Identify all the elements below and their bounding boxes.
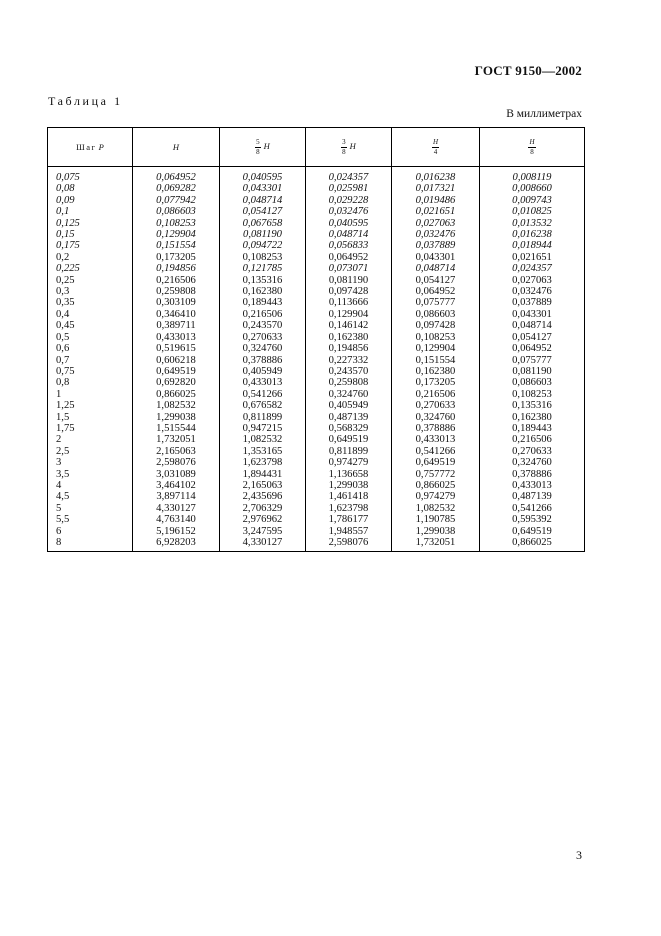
cell-5-8-h: 0,121785 <box>220 263 306 274</box>
cell-h: 1,732051 <box>133 434 220 445</box>
cell-3-8-h: 1,623798 <box>306 503 392 514</box>
cell-5-8-h: 1,623798 <box>220 457 306 468</box>
cell-3-8-h: 0,811899 <box>306 446 392 457</box>
cell-h-8: 0,324760 <box>480 457 585 468</box>
cell-5-8-h: 0,676582 <box>220 400 306 411</box>
cell-step: 2 <box>48 434 133 445</box>
fraction-numerator: H <box>432 137 439 146</box>
cell-h-8: 0,008660 <box>480 183 585 194</box>
cell-step: 0,8 <box>48 377 133 388</box>
cell-h: 0,389711 <box>133 320 220 331</box>
cell-3-8-h: 0,025981 <box>306 183 392 194</box>
cell-h: 0,077942 <box>133 195 220 206</box>
cell-h-4: 0,048714 <box>392 263 480 274</box>
cell-step: 1,25 <box>48 400 133 411</box>
cell-h: 0,866025 <box>133 389 220 400</box>
cell-step: 0,09 <box>48 195 133 206</box>
cell-h: 1,082532 <box>133 400 220 411</box>
cell-h-4: 0,064952 <box>392 286 480 297</box>
header-h-4 <box>392 128 480 167</box>
cell-h-4: 0,037889 <box>392 240 480 251</box>
cell-h: 1,515544 <box>133 423 220 434</box>
table-row <box>48 355 585 366</box>
cell-h: 3,897114 <box>133 491 220 502</box>
cell-h-8: 0,048714 <box>480 320 585 331</box>
cell-h-8: 0,866025 <box>480 537 585 552</box>
cell-h-8: 0,018944 <box>480 240 585 251</box>
cell-h-4: 0,054127 <box>392 275 480 286</box>
cell-h: 0,433013 <box>133 332 220 343</box>
cell-3-8-h: 0,259808 <box>306 377 392 388</box>
cell-step: 0,175 <box>48 240 133 251</box>
cell-h: 0,108253 <box>133 218 220 229</box>
cell-h-4: 0,974279 <box>392 491 480 502</box>
cell-h-8: 0,216506 <box>480 434 585 445</box>
table-row <box>48 183 585 194</box>
cell-step: 0,075 <box>48 167 133 184</box>
cell-h-4: 0,017321 <box>392 183 480 194</box>
cell-h-8: 0,086603 <box>480 377 585 388</box>
table-body <box>48 167 585 552</box>
table-row <box>48 503 585 514</box>
cell-step: 0,4 <box>48 309 133 320</box>
table-row <box>48 252 585 263</box>
cell-h: 2,165063 <box>133 446 220 457</box>
cell-h-8: 0,008119 <box>480 167 585 184</box>
cell-5-8-h: 4,330127 <box>220 537 306 552</box>
cell-3-8-h: 0,081190 <box>306 275 392 286</box>
table-row <box>48 229 585 240</box>
cell-5-8-h: 2,976962 <box>220 514 306 525</box>
cell-h-8: 0,021651 <box>480 252 585 263</box>
cell-3-8-h: 0,405949 <box>306 400 392 411</box>
cell-h-8: 0,027063 <box>480 275 585 286</box>
cell-step: 3,5 <box>48 469 133 480</box>
fraction-numerator: 3 <box>342 137 346 146</box>
cell-step: 0,35 <box>48 297 133 308</box>
cell-h: 0,129904 <box>133 229 220 240</box>
table-row <box>48 263 585 274</box>
cell-h: 0,303109 <box>133 297 220 308</box>
cell-step: 0,08 <box>48 183 133 194</box>
cell-step: 1,5 <box>48 412 133 423</box>
table-row <box>48 446 585 457</box>
cell-h-8: 0,162380 <box>480 412 585 423</box>
cell-5-8-h: 0,048714 <box>220 195 306 206</box>
cell-h: 0,151554 <box>133 240 220 251</box>
units-note: В миллиметрах <box>506 108 582 120</box>
cell-3-8-h: 0,032476 <box>306 206 392 217</box>
cell-h-4: 0,097428 <box>392 320 480 331</box>
cell-3-8-h: 0,073071 <box>306 263 392 274</box>
cell-h-8: 0,010825 <box>480 206 585 217</box>
header-step-symbol: P <box>98 142 104 152</box>
cell-5-8-h: 2,435696 <box>220 491 306 502</box>
fraction-denominator: 4 <box>433 147 438 156</box>
cell-3-8-h: 0,324760 <box>306 389 392 400</box>
cell-3-8-h: 1,136658 <box>306 469 392 480</box>
cell-h-4: 0,021651 <box>392 206 480 217</box>
cell-5-8-h: 1,353165 <box>220 446 306 457</box>
cell-h-4: 0,108253 <box>392 332 480 343</box>
cell-5-8-h: 0,947215 <box>220 423 306 434</box>
cell-3-8-h: 0,146142 <box>306 320 392 331</box>
cell-3-8-h: 1,461418 <box>306 491 392 502</box>
cell-step: 1 <box>48 389 133 400</box>
cell-step: 5,5 <box>48 514 133 525</box>
cell-h-8: 0,189443 <box>480 423 585 434</box>
cell-step: 4 <box>48 480 133 491</box>
cell-h-8: 0,270633 <box>480 446 585 457</box>
standard-designation: ГОСТ 9150—2002 <box>474 63 582 78</box>
fraction-denominator: 8 <box>256 147 260 156</box>
cell-step: 4,5 <box>48 491 133 502</box>
cell-step: 0,45 <box>48 320 133 331</box>
cell-h-8: 0,649519 <box>480 526 585 537</box>
cell-h-4: 0,151554 <box>392 355 480 366</box>
cell-h-4: 0,173205 <box>392 377 480 388</box>
table-row <box>48 167 585 184</box>
cell-h: 0,606218 <box>133 355 220 366</box>
cell-h-4: 0,757772 <box>392 469 480 480</box>
cell-5-8-h: 0,405949 <box>220 366 306 377</box>
cell-step: 0,25 <box>48 275 133 286</box>
cell-h: 4,330127 <box>133 503 220 514</box>
table-header-row <box>48 128 585 167</box>
cell-h-4: 0,216506 <box>392 389 480 400</box>
cell-h-8: 0,595392 <box>480 514 585 525</box>
cell-step: 0,1 <box>48 206 133 217</box>
cell-3-8-h: 0,243570 <box>306 366 392 377</box>
cell-h: 1,299038 <box>133 412 220 423</box>
fraction-h-8 <box>528 139 535 156</box>
header-h58-letter: H <box>263 140 270 151</box>
cell-3-8-h: 1,948557 <box>306 526 392 537</box>
table-row <box>48 286 585 297</box>
cell-step: 0,5 <box>48 332 133 343</box>
cell-3-8-h: 0,024357 <box>306 167 392 184</box>
cell-5-8-h: 1,082532 <box>220 434 306 445</box>
cell-3-8-h: 0,113666 <box>306 297 392 308</box>
table-row <box>48 332 585 343</box>
cell-5-8-h: 0,081190 <box>220 229 306 240</box>
cell-5-8-h: 0,094722 <box>220 240 306 251</box>
cell-5-8-h: 0,270633 <box>220 332 306 343</box>
header-h-label: H <box>172 142 180 152</box>
table-row <box>48 366 585 377</box>
header-h-8 <box>480 128 585 167</box>
cell-h-8: 0,043301 <box>480 309 585 320</box>
cell-step: 0,2 <box>48 252 133 263</box>
cell-h-8: 0,013532 <box>480 218 585 229</box>
cell-step: 8 <box>48 537 133 552</box>
cell-5-8-h: 0,054127 <box>220 206 306 217</box>
fraction-numerator: H <box>529 137 535 146</box>
fraction-denominator: 8 <box>342 147 346 156</box>
cell-h-4: 0,129904 <box>392 343 480 354</box>
cell-3-8-h: 0,040595 <box>306 218 392 229</box>
cell-3-8-h: 0,048714 <box>306 229 392 240</box>
cell-h: 5,196152 <box>133 526 220 537</box>
table-row <box>48 377 585 388</box>
cell-h-4: 0,016238 <box>392 167 480 184</box>
cell-step: 0,15 <box>48 229 133 240</box>
thread-dimensions-table <box>47 127 585 552</box>
table-row <box>48 434 585 445</box>
cell-h-8: 0,108253 <box>480 389 585 400</box>
cell-step: 0,6 <box>48 343 133 354</box>
cell-h-4: 0,086603 <box>392 309 480 320</box>
table-caption: Таблица 1 <box>48 94 123 108</box>
cell-3-8-h: 0,974279 <box>306 457 392 468</box>
cell-h-4: 0,075777 <box>392 297 480 308</box>
cell-h-4: 1,190785 <box>392 514 480 525</box>
table-row <box>48 297 585 308</box>
table-row <box>48 457 585 468</box>
cell-h-8: 0,081190 <box>480 366 585 377</box>
table-row <box>48 537 585 552</box>
cell-3-8-h: 0,029228 <box>306 195 392 206</box>
table-row <box>48 480 585 491</box>
cell-h: 0,173205 <box>133 252 220 263</box>
cell-3-8-h: 0,064952 <box>306 252 392 263</box>
table-row <box>48 400 585 411</box>
fraction-h-4 <box>432 139 439 156</box>
table-row <box>48 320 585 331</box>
cell-5-8-h: 0,189443 <box>220 297 306 308</box>
cell-h-8: 0,135316 <box>480 400 585 411</box>
cell-5-8-h: 0,108253 <box>220 252 306 263</box>
cell-h: 0,069282 <box>133 183 220 194</box>
header-step-label: Шаг <box>76 142 97 152</box>
fraction-3-8 <box>341 139 347 156</box>
cell-step: 0,225 <box>48 263 133 274</box>
cell-h-8: 0,032476 <box>480 286 585 297</box>
cell-5-8-h: 1,894431 <box>220 469 306 480</box>
cell-5-8-h: 0,433013 <box>220 377 306 388</box>
cell-5-8-h: 0,243570 <box>220 320 306 331</box>
cell-h-8: 0,378886 <box>480 469 585 480</box>
cell-h: 0,692820 <box>133 377 220 388</box>
cell-h-4: 0,043301 <box>392 252 480 263</box>
cell-h-4: 1,082532 <box>392 503 480 514</box>
cell-5-8-h: 0,541266 <box>220 389 306 400</box>
cell-h-8: 0,024357 <box>480 263 585 274</box>
header-step <box>48 128 133 167</box>
cell-h-4: 0,866025 <box>392 480 480 491</box>
cell-5-8-h: 0,811899 <box>220 412 306 423</box>
cell-h: 0,086603 <box>133 206 220 217</box>
table-row <box>48 195 585 206</box>
cell-5-8-h: 0,216506 <box>220 309 306 320</box>
cell-3-8-h: 1,299038 <box>306 480 392 491</box>
cell-h-4: 0,162380 <box>392 366 480 377</box>
cell-h-4: 0,378886 <box>392 423 480 434</box>
cell-h-8: 0,054127 <box>480 332 585 343</box>
cell-h-8: 0,064952 <box>480 343 585 354</box>
cell-h: 0,519615 <box>133 343 220 354</box>
cell-3-8-h: 0,649519 <box>306 434 392 445</box>
table-row <box>48 218 585 229</box>
table-row <box>48 514 585 525</box>
cell-step: 2,5 <box>48 446 133 457</box>
table-row <box>48 240 585 251</box>
cell-h-4: 0,324760 <box>392 412 480 423</box>
table-row <box>48 206 585 217</box>
table-row <box>48 309 585 320</box>
cell-3-8-h: 2,598076 <box>306 537 392 552</box>
cell-5-8-h: 0,162380 <box>220 286 306 297</box>
cell-5-8-h: 0,135316 <box>220 275 306 286</box>
cell-step: 3 <box>48 457 133 468</box>
cell-h: 6,928203 <box>133 537 220 552</box>
cell-3-8-h: 0,194856 <box>306 343 392 354</box>
table-row <box>48 469 585 480</box>
table-row <box>48 491 585 502</box>
fraction-5-8 <box>255 139 261 156</box>
cell-5-8-h: 0,043301 <box>220 183 306 194</box>
cell-h-8: 0,075777 <box>480 355 585 366</box>
cell-5-8-h: 0,067658 <box>220 218 306 229</box>
header-5-8-h <box>220 128 306 167</box>
cell-step: 0,7 <box>48 355 133 366</box>
cell-h: 3,031089 <box>133 469 220 480</box>
page-number: 3 <box>576 848 582 862</box>
cell-h-4: 0,541266 <box>392 446 480 457</box>
fraction-numerator: 5 <box>256 137 260 146</box>
cell-h: 0,259808 <box>133 286 220 297</box>
cell-h-4: 0,649519 <box>392 457 480 468</box>
table-row <box>48 389 585 400</box>
cell-step: 5 <box>48 503 133 514</box>
cell-3-8-h: 1,786177 <box>306 514 392 525</box>
cell-3-8-h: 0,487139 <box>306 412 392 423</box>
table-row <box>48 526 585 537</box>
cell-3-8-h: 0,056833 <box>306 240 392 251</box>
cell-5-8-h: 0,040595 <box>220 167 306 184</box>
cell-h-4: 1,299038 <box>392 526 480 537</box>
cell-5-8-h: 2,706329 <box>220 503 306 514</box>
cell-3-8-h: 0,162380 <box>306 332 392 343</box>
cell-h: 0,194856 <box>133 263 220 274</box>
header-h38-letter: H <box>349 140 356 151</box>
cell-h: 2,598076 <box>133 457 220 468</box>
cell-step: 1,75 <box>48 423 133 434</box>
cell-step: 0,3 <box>48 286 133 297</box>
cell-h: 0,064952 <box>133 167 220 184</box>
cell-h: 4,763140 <box>133 514 220 525</box>
table-row <box>48 412 585 423</box>
cell-step: 0,75 <box>48 366 133 377</box>
cell-h-4: 0,433013 <box>392 434 480 445</box>
cell-h: 0,346410 <box>133 309 220 320</box>
cell-h: 3,464102 <box>133 480 220 491</box>
table-row <box>48 343 585 354</box>
cell-5-8-h: 3,247595 <box>220 526 306 537</box>
cell-5-8-h: 0,378886 <box>220 355 306 366</box>
header-3-8-h <box>306 128 392 167</box>
cell-h: 0,216506 <box>133 275 220 286</box>
cell-h-4: 0,027063 <box>392 218 480 229</box>
cell-h-8: 0,433013 <box>480 480 585 491</box>
cell-3-8-h: 0,568329 <box>306 423 392 434</box>
cell-5-8-h: 0,324760 <box>220 343 306 354</box>
cell-3-8-h: 0,097428 <box>306 286 392 297</box>
cell-3-8-h: 0,227332 <box>306 355 392 366</box>
cell-h-8: 0,487139 <box>480 491 585 502</box>
cell-step: 6 <box>48 526 133 537</box>
header-h <box>133 128 220 167</box>
cell-h: 0,649519 <box>133 366 220 377</box>
cell-step: 0,125 <box>48 218 133 229</box>
table-row <box>48 275 585 286</box>
fraction-denominator: 8 <box>530 147 534 156</box>
cell-h-4: 0,019486 <box>392 195 480 206</box>
cell-3-8-h: 0,129904 <box>306 309 392 320</box>
cell-5-8-h: 2,165063 <box>220 480 306 491</box>
cell-h-8: 0,037889 <box>480 297 585 308</box>
table-row <box>48 423 585 434</box>
cell-h-4: 0,270633 <box>392 400 480 411</box>
cell-h-4: 1,732051 <box>392 537 480 552</box>
cell-h-8: 0,016238 <box>480 229 585 240</box>
cell-h-8: 0,541266 <box>480 503 585 514</box>
cell-h-4: 0,032476 <box>392 229 480 240</box>
cell-h-8: 0,009743 <box>480 195 585 206</box>
